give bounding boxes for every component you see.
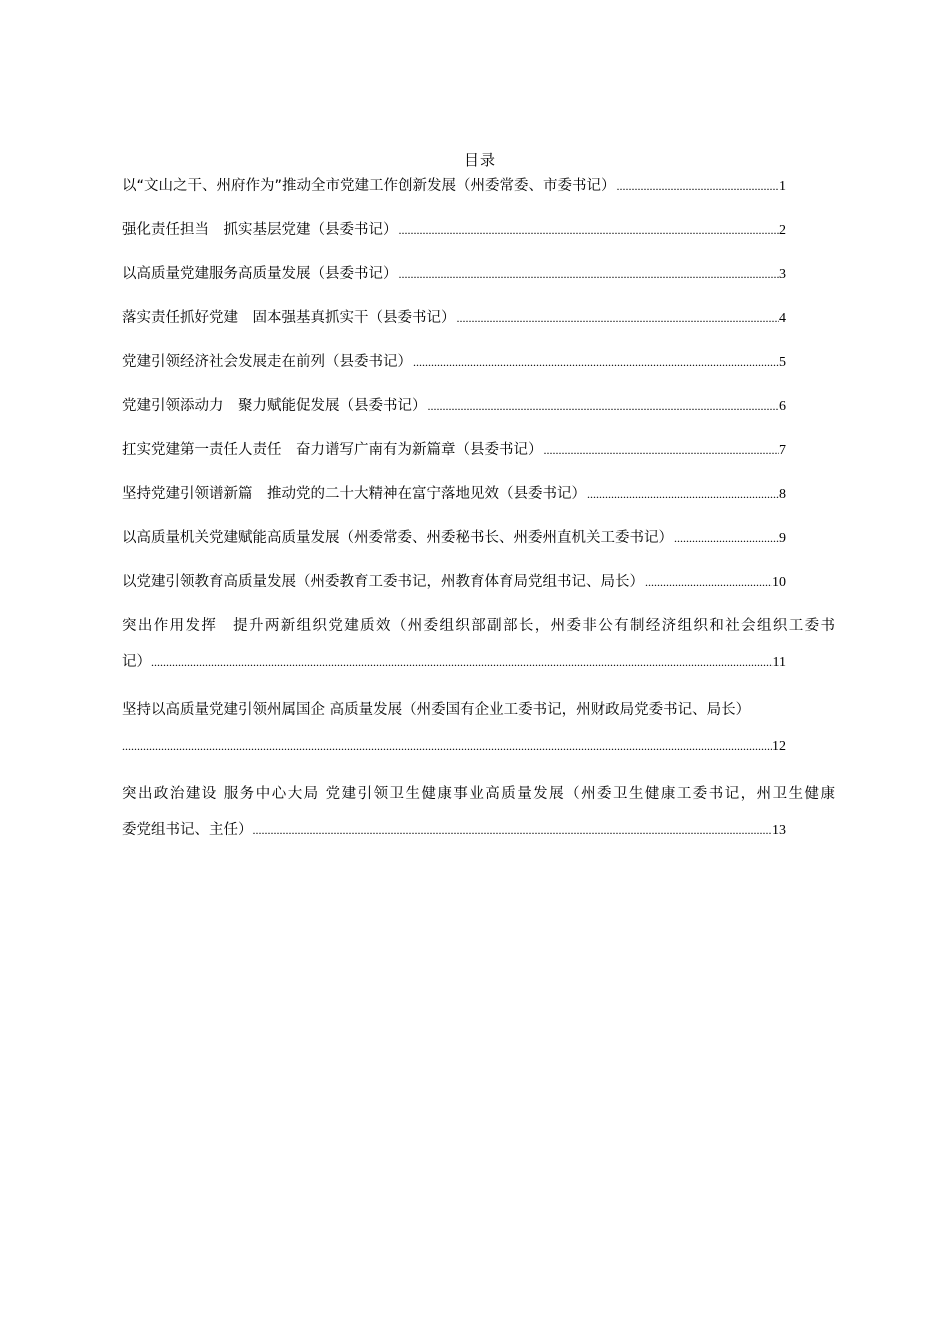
toc-entry-page: 11 (772, 655, 786, 670)
toc-entry[interactable] (122, 218, 786, 242)
toc-entry-page: 3 (779, 267, 786, 282)
toc-entry-title: 以“文山之干、州府作为”推动全市党建工作创新发展（州委常委、市委书记） (122, 178, 616, 194)
toc-entry-title: 党建引领添动力 聚力赋能促发展（县委书记） (122, 398, 427, 414)
toc-entry[interactable] (122, 174, 786, 198)
toc-title: 目录 (463, 151, 496, 169)
table-of-contents (122, 174, 835, 866)
dot-leader (428, 394, 780, 418)
toc-entry-title: 坚持以高质量党建引领州属国企 高质量发展（州委国有企业工委书记，州财政局党委书记、局长） (122, 702, 751, 718)
toc-entry-page: 5 (779, 355, 786, 370)
dot-leader (544, 438, 780, 462)
toc-entry[interactable] (122, 482, 786, 506)
dot-leader (253, 818, 773, 842)
dot-leader (674, 526, 779, 550)
toc-entry[interactable] (122, 394, 786, 418)
toc-entry-title: 突出政治建设 服务中心大局 党建引领卫生健康事业高质量发展（州委卫生健康工委书记，州卫生健康 (122, 786, 835, 802)
toc-entry[interactable] (122, 526, 786, 550)
toc-entry-page: 4 (779, 311, 786, 326)
toc-entry-page: 13 (772, 823, 786, 838)
toc-entry-continuation (122, 734, 786, 758)
toc-entry-continuation (122, 650, 786, 674)
toc-entry-title: 强化责任担当 抓实基层党建（县委书记） (122, 222, 398, 238)
dot-leader (587, 482, 779, 506)
toc-entry[interactable] (122, 306, 786, 330)
toc-entry-page: 12 (772, 739, 786, 754)
toc-entry-page: 7 (779, 443, 786, 458)
toc-entry-page: 8 (779, 487, 786, 502)
toc-entry-page: 9 (779, 531, 786, 546)
toc-entry-title: 突出作用发挥 提升两新组织党建质效（州委组织部副部长，州委非公有制经济组织和社会组织工委书 (122, 618, 835, 634)
toc-entry-page: 2 (779, 223, 786, 238)
toc-entry-title: 坚持党建引领谱新篇 推动党的二十大精神在富宁落地见效（县委书记） (122, 486, 586, 502)
toc-entry-title: 扛实党建第一责任人责任 奋力谱写广南有为新篇章（县委书记） (122, 442, 543, 458)
toc-entry[interactable] (122, 614, 835, 674)
dot-leader (122, 734, 772, 758)
toc-entry-page: 10 (772, 575, 786, 590)
dot-leader (413, 350, 779, 374)
dot-leader (151, 650, 773, 674)
toc-entry-page: 1 (779, 179, 786, 194)
toc-entry-title: 党建引领经济社会发展走在前列（县委书记） (122, 354, 412, 370)
toc-entry[interactable] (122, 438, 786, 462)
toc-entry-title: 以高质量机关党建赋能高质量发展（州委常委、州委秘书长、州委州直机关工委书记） (122, 530, 673, 546)
toc-entry[interactable] (122, 262, 786, 286)
toc-entry-page: 6 (779, 399, 786, 414)
toc-entry-title: 落实责任抓好党建 固本强基真抓实干（县委书记） (122, 310, 456, 326)
toc-entry-continuation (122, 818, 786, 842)
dot-leader (399, 218, 780, 242)
toc-entry[interactable] (122, 570, 786, 594)
toc-entry-title: 以高质量党建服务高质量发展（县委书记） (122, 266, 398, 282)
dot-leader (617, 174, 779, 198)
toc-entry-title: 以党建引领教育高质量发展（州委教育工委书记，州教育体育局党组书记、局长） (122, 574, 644, 590)
dot-leader (645, 570, 772, 594)
toc-entry[interactable] (122, 350, 786, 374)
toc-entry[interactable] (122, 782, 835, 842)
dot-leader (399, 262, 780, 286)
toc-entry-title-continued: 记） (122, 654, 151, 670)
toc-entry-title-continued: 委党组书记、主任） (122, 822, 253, 838)
toc-entry[interactable] (122, 698, 835, 758)
dot-leader (457, 306, 780, 330)
